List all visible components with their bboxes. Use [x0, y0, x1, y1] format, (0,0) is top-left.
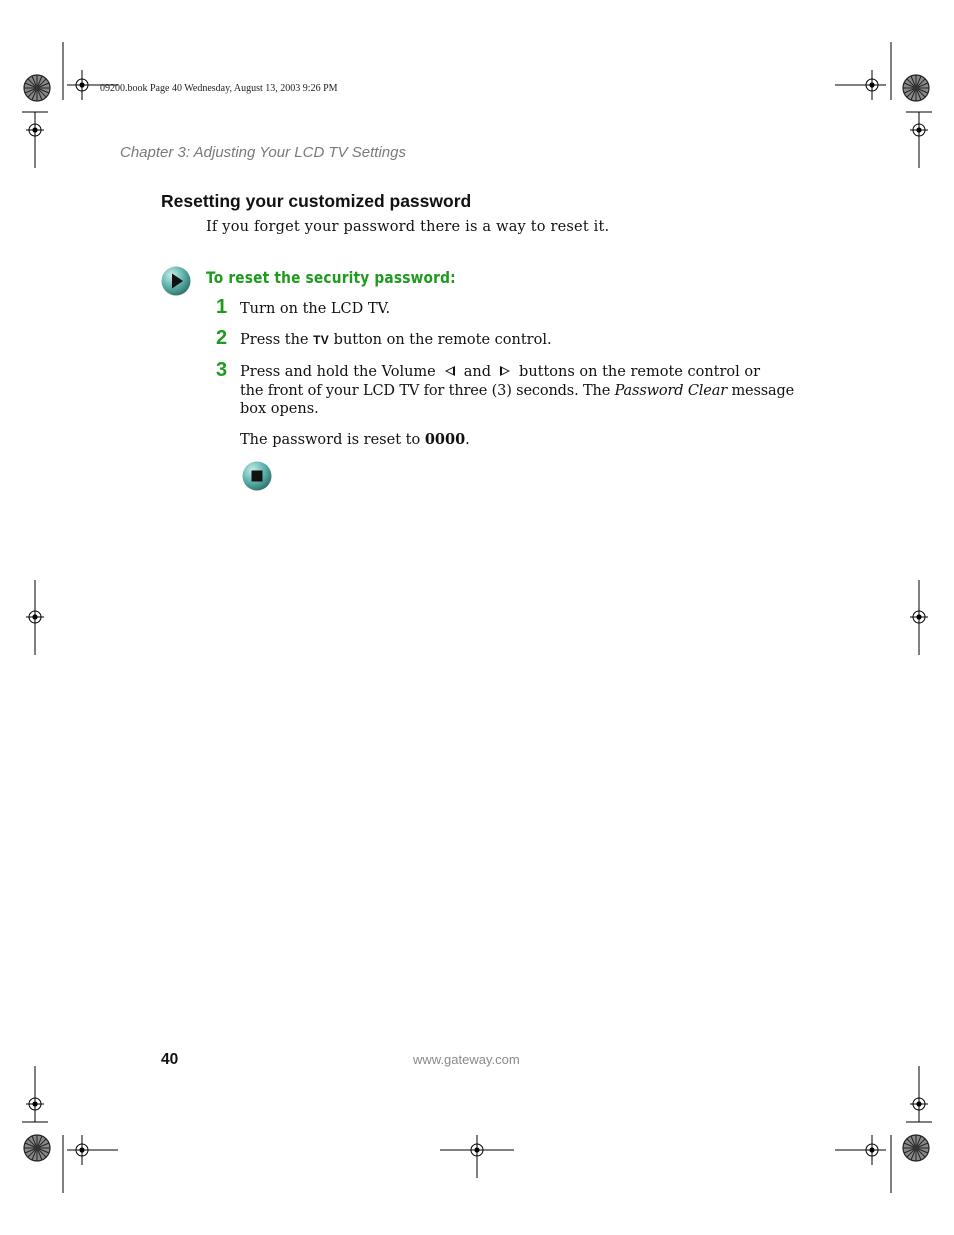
step-line: [240, 363, 785, 382]
procedure-end-square-icon: [241, 460, 273, 492]
print-slug: 09200.book Page 40 Wednesday, August 13, 2003 9:26 PM: [100, 83, 338, 94]
step-number: 1: [216, 296, 228, 318]
step-line: [240, 382, 795, 401]
procedure-start-arrow-icon: [160, 265, 192, 297]
tv-button-key: TV: [313, 333, 330, 347]
step-text-part: Press the: [240, 332, 314, 348]
reset-password-value: 0000: [424, 431, 466, 448]
step-text-part: the front of your LCD TV for three (3) seconds. The: [240, 382, 615, 399]
step-text-part: and: [463, 364, 492, 380]
step-text: [240, 331, 552, 350]
step-text-part: button on the remote control.: [329, 332, 552, 348]
registration-mark-icon: [26, 1095, 44, 1113]
step-text: [240, 363, 795, 419]
registration-mark-icon: [26, 608, 44, 626]
page-number: 40: [161, 1051, 179, 1068]
footer-url: www.gateway.com: [413, 1052, 520, 1067]
star-target-icon: [24, 75, 50, 101]
step-line: box opens.: [240, 401, 319, 417]
star-target-icon: [24, 1135, 50, 1161]
message-box-name: Password Clear: [614, 382, 727, 399]
registration-mark-icon: [863, 76, 881, 94]
registration-mark-icon: [26, 121, 44, 139]
section-intro: If you forget your password there is a way to reset it.: [206, 219, 610, 235]
step-text-part: buttons on the remote control or: [519, 364, 761, 380]
step-number: 2: [216, 327, 228, 349]
registration-mark-icon: [73, 1141, 91, 1159]
registration-mark-icon: [468, 1141, 486, 1159]
section-title: Resetting your customized password: [161, 191, 472, 211]
volume-down-icon: [445, 366, 455, 376]
procedure-title: To reset the security password:: [206, 268, 456, 287]
star-target-icon: [903, 1135, 929, 1161]
registration-mark-icon: [910, 608, 928, 626]
star-target-icon: [903, 75, 929, 101]
running-header: Chapter 3: Adjusting Your LCD TV Settings: [120, 144, 406, 161]
registration-mark-icon: [73, 76, 91, 94]
registration-mark-icon: [910, 1095, 928, 1113]
registration-mark-icon: [910, 121, 928, 139]
registration-mark-icon: [863, 1141, 881, 1159]
result-text-part: .: [465, 432, 470, 448]
step-text-part: Press and hold the Volume: [240, 364, 436, 380]
step-text: Turn on the LCD TV.: [240, 301, 391, 317]
step-number: 3: [216, 359, 228, 381]
result-text-part: The password is reset to: [240, 432, 425, 448]
volume-up-icon: [500, 366, 510, 376]
result-text: [240, 431, 470, 450]
step-text-part: message: [726, 382, 795, 399]
